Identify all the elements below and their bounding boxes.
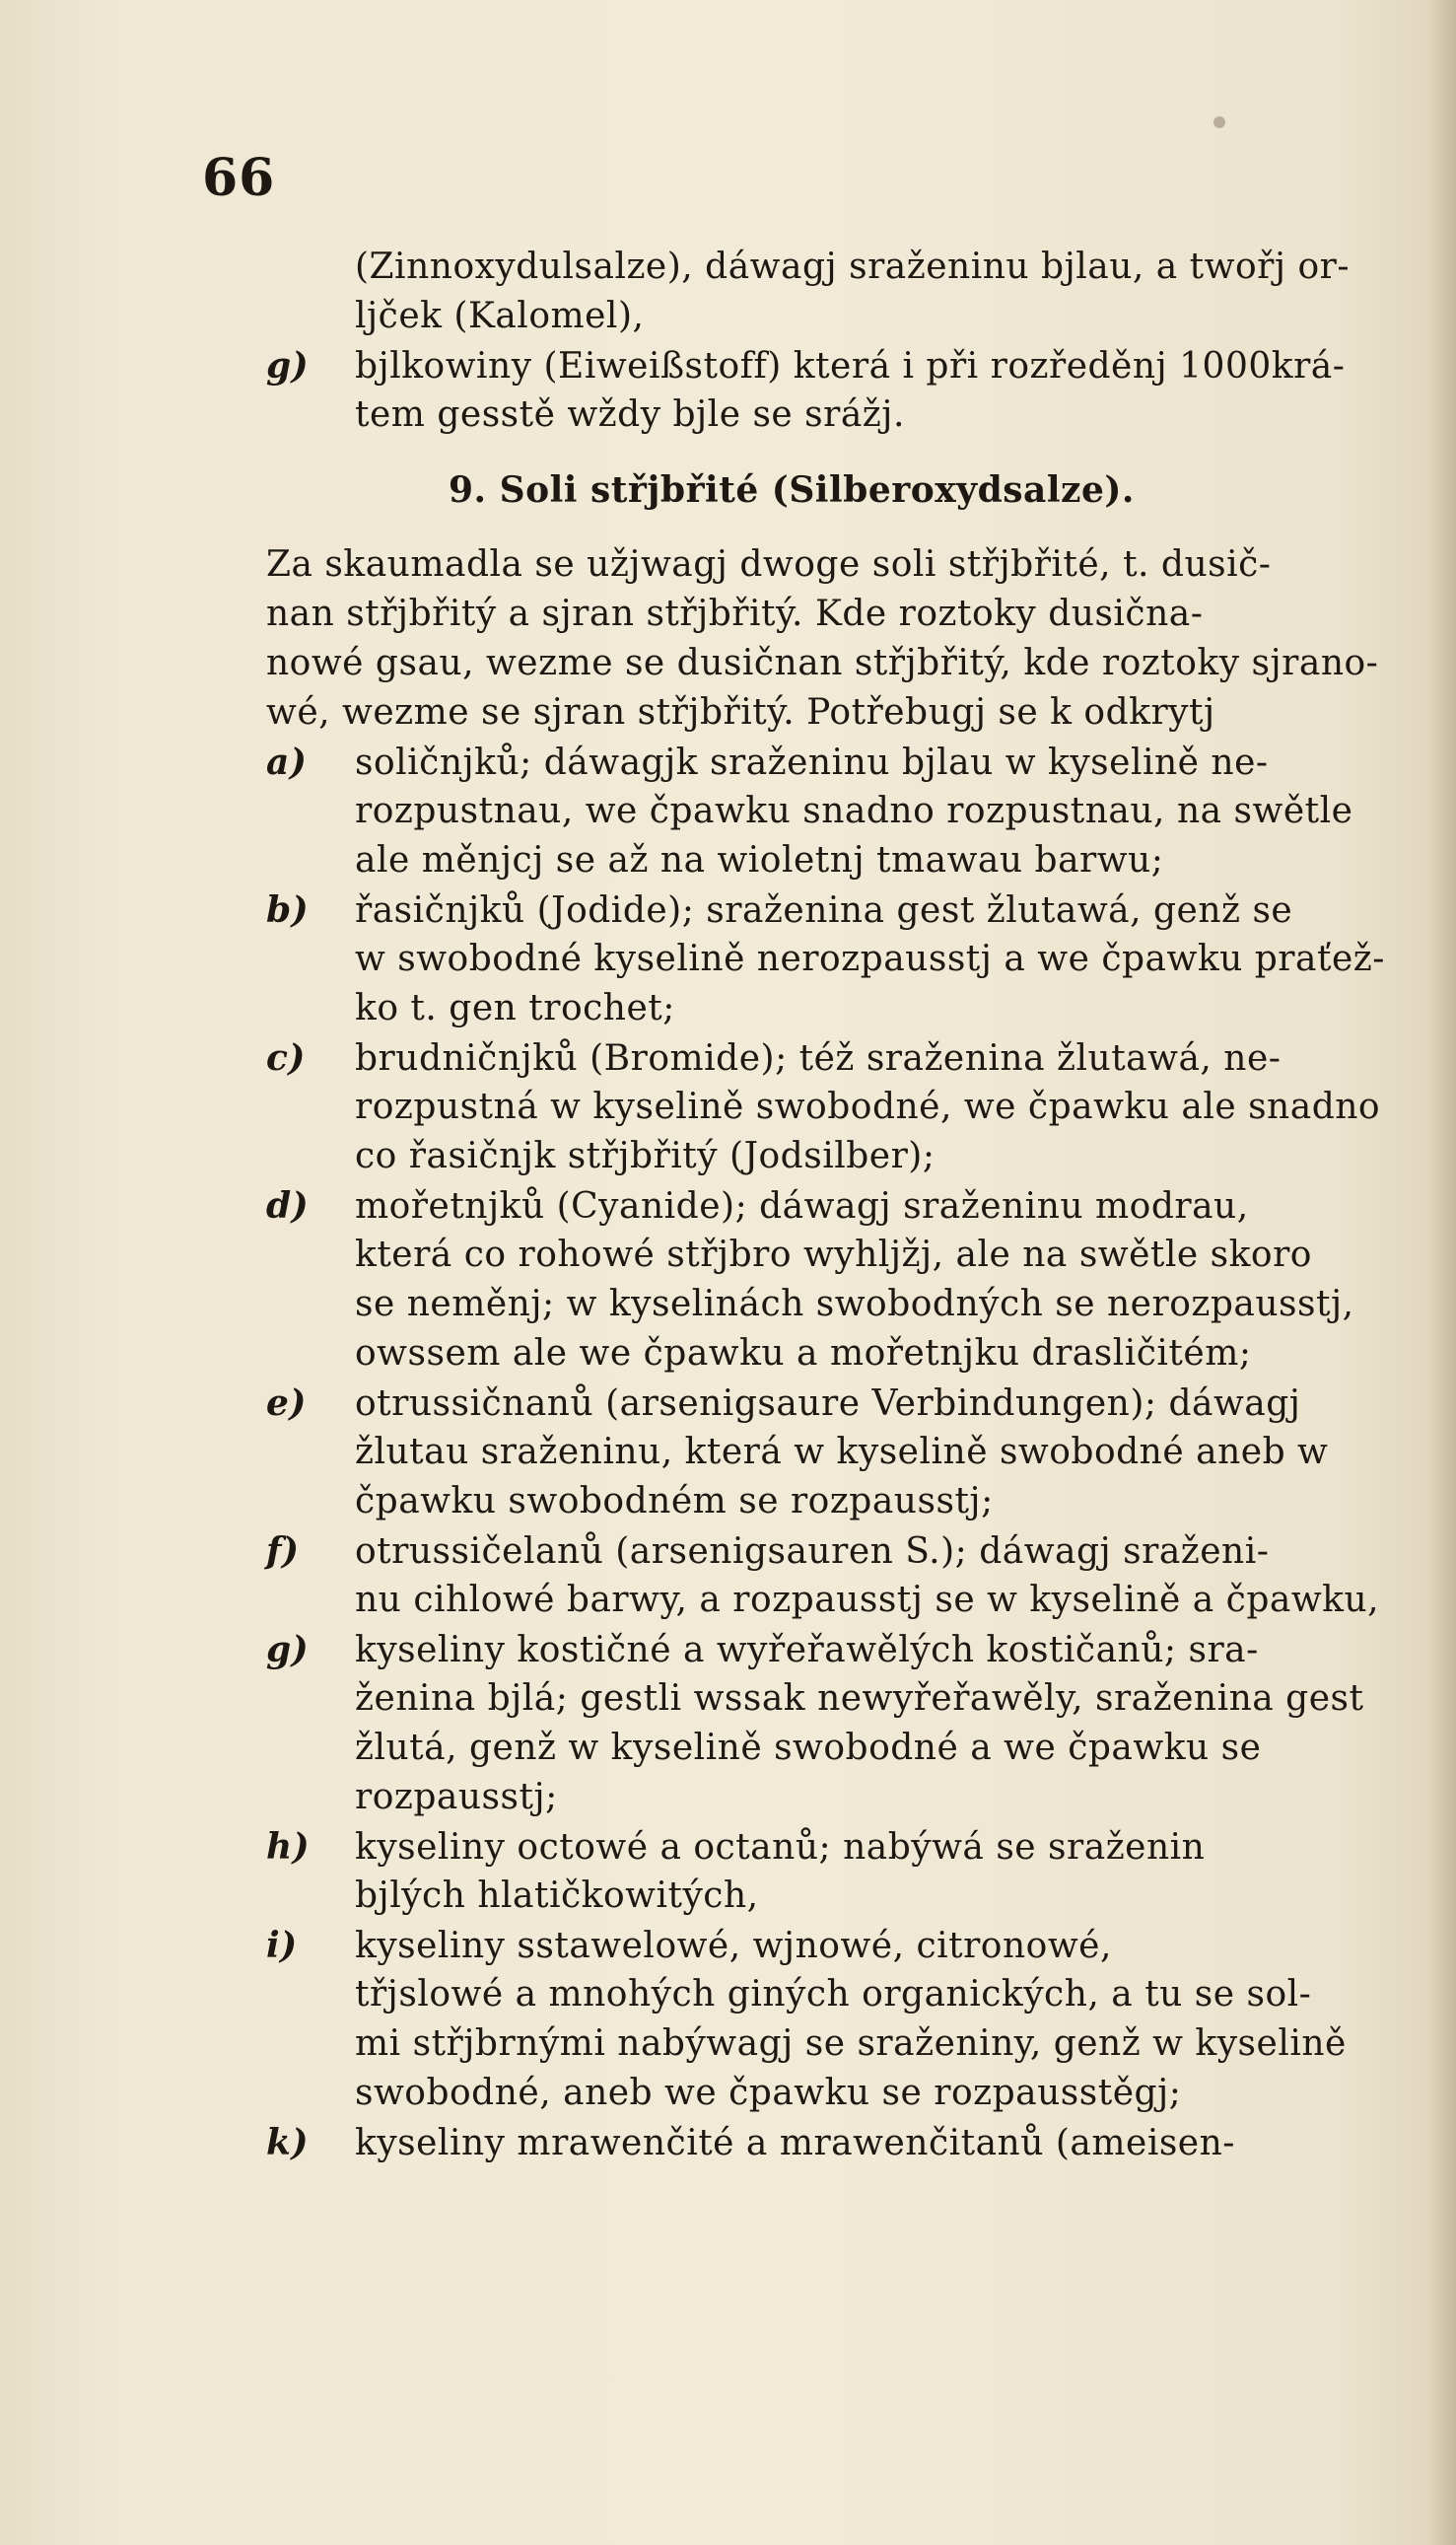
text-line: [266, 1576, 1429, 1625]
line-text: čpawku swobodném se rozpausstj;: [355, 1481, 994, 1521]
item-label: g): [266, 345, 310, 387]
item-label: e): [266, 1382, 307, 1424]
line-text: owssem ale we čpawku a mořetnjku drasličitém;: [355, 1333, 1252, 1374]
line-text: se neměnj; w kyselinách swobodných se nerozpausstj,: [355, 1284, 1354, 1324]
line-text: swobodné, aneb we čpawku se rozpausstěgj;: [355, 2073, 1182, 2113]
item-label: b): [266, 889, 310, 931]
text-line: [266, 1181, 1429, 1231]
text-line: [266, 1280, 1429, 1329]
line-text: žlutá, genž w kyselině swobodné a we čpawku se: [355, 1728, 1262, 1768]
text-line: [266, 639, 1429, 688]
text-line: [266, 688, 1429, 738]
item-label: d): [266, 1185, 310, 1227]
item-label: f): [266, 1530, 300, 1572]
text-line: [266, 1477, 1429, 1526]
section-heading: [266, 465, 1429, 515]
text-line: [266, 243, 1429, 292]
line-text: otrussičelanů (arsenigsauren S.); dáwagj sraženi-: [355, 1531, 1270, 1572]
line-text: soličnjků; dáwagjk sraženinu bjlau w kyselině ne-: [355, 742, 1269, 783]
line-text: otrussičnanů (arsenigsaure Verbindungen); dáwagj: [355, 1383, 1301, 1424]
text-line: [266, 1773, 1429, 1822]
line-text: nu cihlowé barwy, a rozpausstj se w kyselině a čpawku,: [355, 1580, 1380, 1620]
line-text: co řasičnjk střjbřitý (Jodsilber);: [355, 1136, 936, 1176]
paper-stain: [1213, 116, 1225, 128]
text-line: [266, 1428, 1429, 1477]
text-line: [266, 1231, 1429, 1280]
line-text: wé, wezme se sjran střjbřitý. Potřebugj se k odkrytj: [266, 692, 1215, 733]
line-text: ljček (Kalomel),: [355, 296, 645, 336]
line-text: žlutau sraženinu, která w kyselině swobodné aneb w: [355, 1432, 1329, 1472]
text-line: [266, 738, 1429, 787]
line-text: řasičnjků (Jodide); sraženina gest žlutawá, genž se: [355, 890, 1293, 931]
line-text: kyseliny mrawenčité a mrawenčitanů (ameisen-: [355, 2123, 1235, 2163]
line-text: ale měnjcj se až na wioletnj tmawau barwu;: [355, 840, 1164, 881]
line-text: w swobodné kyselině nerozpausstj a we čpawku praťež-: [355, 939, 1385, 979]
text-line: [266, 1724, 1429, 1773]
line-text: třjslowé a mnohých giných organických, a tu se sol-: [355, 1974, 1312, 2015]
line-text: kyseliny kostičné a wyřeřawělých kostičanů; sra-: [355, 1630, 1259, 1670]
item-label: k): [266, 2122, 309, 2163]
line-text: bjlých hlatičkowitých,: [355, 1875, 759, 1916]
text-line: [266, 1526, 1429, 1576]
item-label: a): [266, 742, 308, 783]
text-line: [266, 1822, 1429, 1872]
text-line: [266, 787, 1429, 836]
line-text: ženina bjlá; gestli wssak newyřeřawěly, sraženina gest: [355, 1678, 1364, 1719]
text-line: [266, 2019, 1429, 2069]
text-line: [266, 885, 1429, 935]
text-line: [266, 1674, 1429, 1724]
line-text: která co rohowé střjbro wyhljžj, ale na swětle skoro: [355, 1235, 1312, 1275]
text-line: [266, 1921, 1429, 1970]
text-line: [266, 2118, 1429, 2167]
line-text: kyseliny sstawelowé, wjnowé, citronowé,: [355, 1926, 1112, 1966]
text-line: [266, 590, 1429, 639]
page-number: 66: [202, 148, 276, 208]
text-line: [266, 2069, 1429, 2118]
text-line: [266, 1132, 1429, 1181]
text-line: [266, 1379, 1429, 1428]
text-line: [266, 1970, 1429, 2019]
line-text: mořetnjků (Cyanide); dáwagj sraženinu modrau,: [355, 1186, 1249, 1227]
text-line: [266, 341, 1429, 390]
text-line: [266, 1329, 1429, 1379]
text-line: [266, 984, 1429, 1033]
line-text: 9. Soli střjbřité (Silberoxydsalze).: [449, 469, 1135, 511]
line-text: kyseliny octowé a octanů; nabýwá se sraženin: [355, 1827, 1206, 1868]
text-line: [266, 935, 1429, 984]
item-label: g): [266, 1629, 310, 1670]
line-text: brudničnjků (Bromide); též sraženina žlutawá, ne-: [355, 1038, 1282, 1079]
text-line: [266, 1033, 1429, 1083]
line-text: rozpustná w kyselině swobodné, we čpawku ale snadno: [355, 1087, 1381, 1127]
item-label: h): [266, 1826, 311, 1868]
line-text: rozpustnau, we čpawku snadno rozpustnau, na swětle: [355, 791, 1353, 831]
item-label: c): [266, 1037, 306, 1079]
text-line: [266, 292, 1429, 341]
line-text: rozpausstj;: [355, 1777, 558, 1817]
text-line: [266, 836, 1429, 885]
text-line: [266, 540, 1429, 590]
line-text: ko t. gen trochet;: [355, 988, 675, 1028]
text-line: [266, 1625, 1429, 1674]
line-text: (Zinnoxydulsalze), dáwagj sraženinu bjlau, a twořj or-: [355, 247, 1351, 287]
text-line: [266, 390, 1429, 440]
item-label: i): [266, 1925, 298, 1966]
line-text: Za skaumadla se užjwagj dwoge soli střjbřité, t. dusič-: [266, 544, 1272, 585]
text-block: [266, 243, 1429, 2167]
text-line: [266, 1083, 1429, 1132]
line-gap: [266, 515, 1429, 540]
line-text: mi střjbrnými nabýwagj se sraženiny, genž w kyselině: [355, 2023, 1347, 2064]
line-text: tem gesstě wždy bjle se srážj.: [355, 394, 905, 435]
line-text: bjlkowiny (Eiweißstoff) která i při rozředěnj 1000krá-: [355, 346, 1346, 387]
page-gutter-shadow: [1428, 0, 1456, 2545]
line-text: nan střjbřitý a sjran střjbřitý. Kde roztoky dusična-: [266, 594, 1204, 634]
text-line: [266, 1872, 1429, 1921]
line-text: nowé gsau, wezme se dusičnan střjbřitý, kde roztoky sjrano-: [266, 643, 1379, 683]
line-gap: [266, 440, 1429, 465]
